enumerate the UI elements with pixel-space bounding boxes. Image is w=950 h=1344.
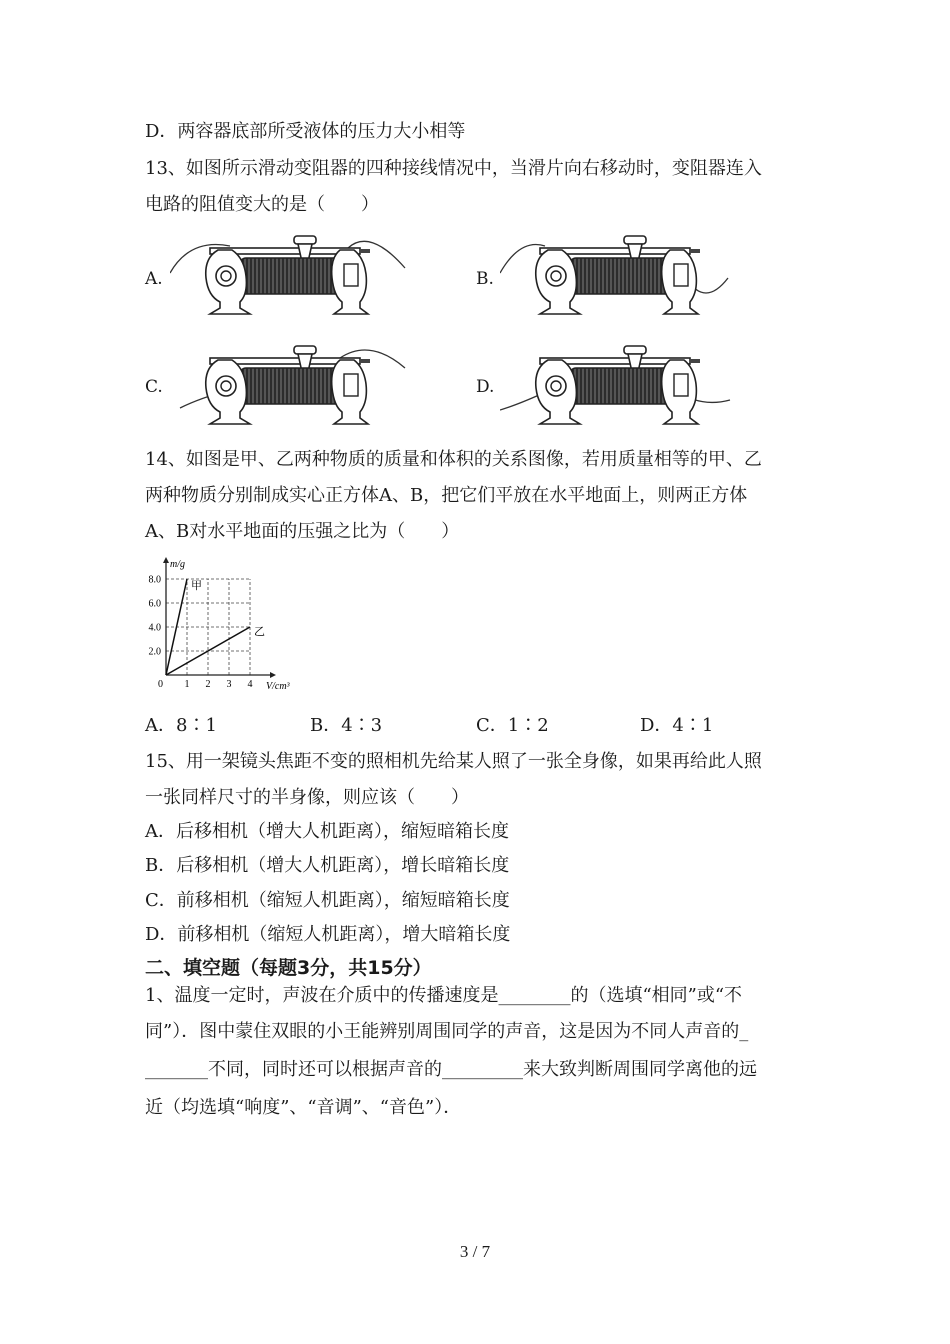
y-axis-label: m/g bbox=[170, 559, 185, 570]
rheostat-diagram-c bbox=[170, 328, 410, 438]
q15-stem-line1: 15、用一架镜头焦距不变的照相机先给某人照了一张全身像，如果再给此人照 bbox=[145, 751, 762, 772]
x-axis-arrow bbox=[270, 672, 276, 678]
q15-option-b: B．后移相机（增大人机距离），增长暗箱长度 bbox=[145, 855, 510, 876]
q14-option-d: D．4∶1 bbox=[640, 715, 714, 736]
q13-stem-line2: 电路的阻值变大的是（ ） bbox=[145, 194, 379, 215]
section2-heading: 二、填空题（每题3分，共15分） bbox=[145, 957, 432, 979]
fill-q1-line2: 同”）．图中蒙住双眼的小王能辨别周围同学的声音，这是因为不同人声音的_ bbox=[145, 1021, 749, 1042]
x-tick-label: 3 bbox=[226, 679, 232, 690]
rheostat-diagram-b bbox=[500, 218, 740, 328]
q13-option-b-label: B. bbox=[476, 269, 494, 289]
q15-option-c: C．前移相机（缩短人机距离），缩短暗箱长度 bbox=[145, 890, 510, 911]
q13-option-d-label: D. bbox=[476, 377, 495, 397]
series-label: 甲 bbox=[191, 580, 202, 592]
rheostat-diagram-a bbox=[170, 218, 410, 328]
q13-stem-line1: 13、如图所示滑动变阻器的四种接线情况中，当滑片向右移动时，变阻器连入 bbox=[145, 158, 762, 179]
y-tick-label: 8.0 bbox=[148, 574, 161, 586]
x-tick-label: 4 bbox=[247, 679, 253, 690]
x-tick-label: 2 bbox=[205, 679, 211, 690]
series-label: 乙 bbox=[254, 626, 265, 638]
q15-option-d: D．前移相机（缩短人机距离），增大暗箱长度 bbox=[145, 924, 511, 945]
q14-option-b: B．4∶3 bbox=[310, 715, 383, 736]
fill-q1-line3: _______不同，同时还可以根据声音的_________来大致判断周围同学离他的远 bbox=[145, 1059, 757, 1080]
q12-option-d: D．两容器底部所受液体的压力大小相等 bbox=[145, 121, 466, 142]
q13-option-c-label: C. bbox=[145, 377, 163, 397]
origin-label: 0 bbox=[158, 679, 163, 690]
y-axis-arrow bbox=[163, 557, 169, 563]
fill-q1-line1: 1、温度一定时，声波在介质中的传播速度是________的（选填“相同”或“不 bbox=[145, 985, 743, 1006]
q14-stem-line3: A、B对水平地面的压强之比为（ ） bbox=[145, 521, 460, 542]
page-number: 3 / 7 bbox=[459, 1242, 491, 1261]
y-tick-label: 6.0 bbox=[148, 598, 161, 610]
q15-option-a: A．后移相机（增大人机距离），缩短暗箱长度 bbox=[145, 821, 509, 842]
q14-stem-line2: 两种物质分别制成实心正方体A、B，把它们平放在水平地面上，则两正方体 bbox=[145, 485, 748, 506]
q13-option-a-label: A. bbox=[145, 269, 163, 289]
q14-option-a: A．8∶1 bbox=[145, 715, 217, 736]
q14-stem-line1: 14、如图是甲、乙两种物质的质量和体积的关系图像，若用质量相等的甲、乙 bbox=[145, 449, 762, 470]
fill-q1-line4: 近（均选填“响度”、“音调”、“音色”）． bbox=[145, 1097, 462, 1118]
mass-volume-chart bbox=[140, 555, 310, 695]
chart-grid bbox=[166, 579, 250, 675]
x-tick-label: 1 bbox=[184, 679, 190, 690]
rheostat-diagram-d bbox=[500, 328, 740, 438]
x-axis-label: V/cm³ bbox=[266, 681, 290, 692]
q14-option-c: C．1∶2 bbox=[476, 715, 549, 736]
y-tick-label: 2.0 bbox=[148, 646, 161, 658]
y-tick-label: 4.0 bbox=[148, 622, 161, 634]
q15-stem-line2: 一张同样尺寸的半身像，则应该（ ） bbox=[145, 787, 469, 808]
